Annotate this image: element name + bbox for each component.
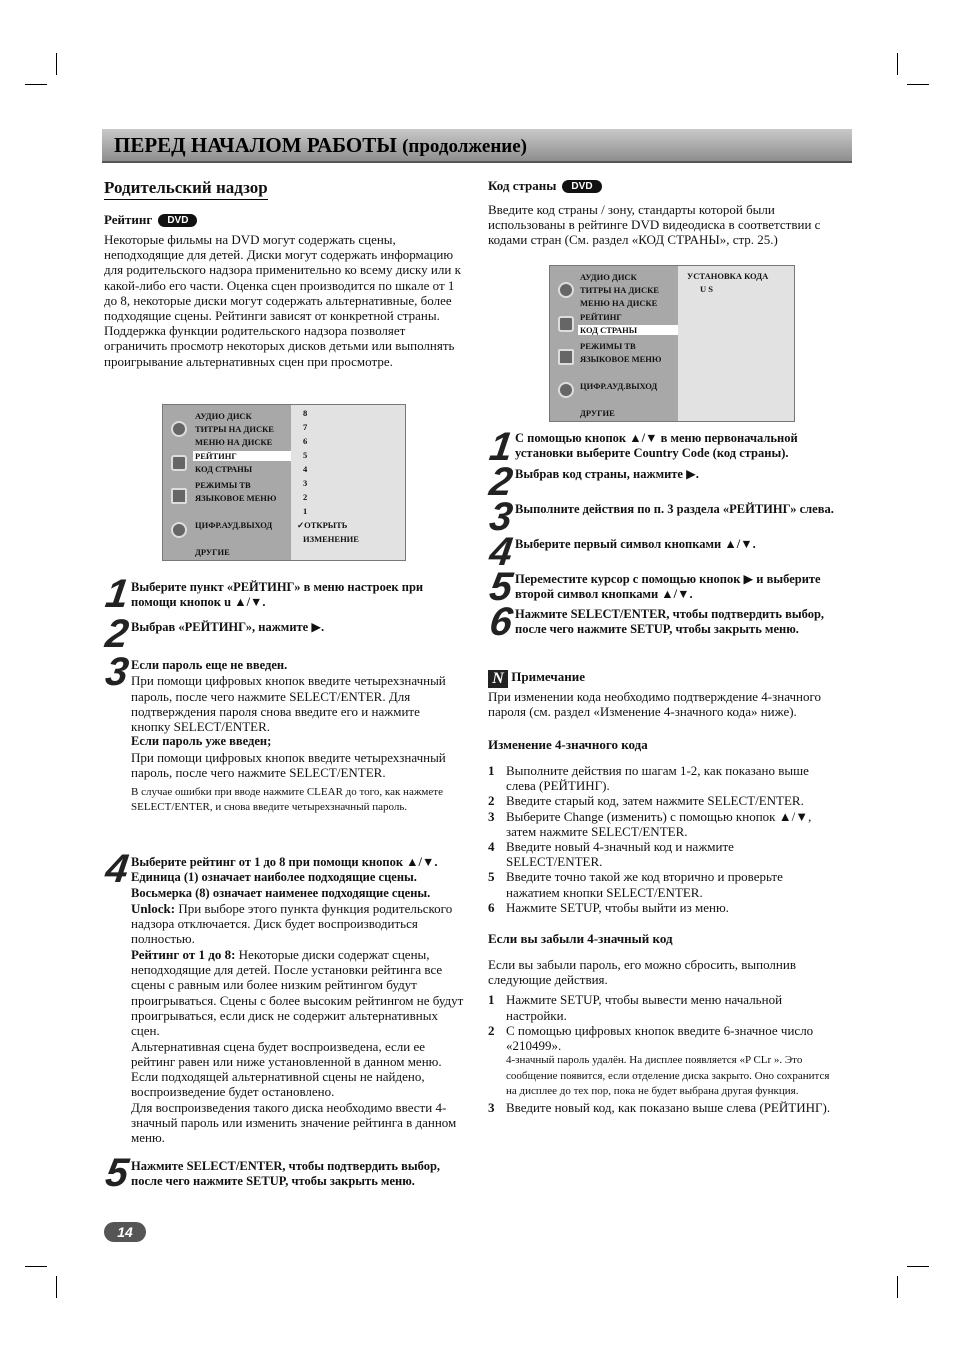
menu-item: ДРУГИЕ	[580, 408, 615, 418]
menu-item-selected: РЕЙТИНГ	[193, 451, 291, 461]
menu-item: РЕЖИМЫ ТВ	[580, 341, 636, 351]
lock-icon	[558, 316, 574, 332]
menu-item: ТИТРЫ НА ДИСКЕ	[580, 285, 659, 295]
step-text: При помощи цифровых кнопок введите четырехзначный пароль, после чего нажмите SELECT/ENTER. Для подтверждения пароля снова введите его и нажмите кнопку SELECT/ENTER.	[131, 673, 446, 735]
menu-item: ЯЗЫКОВОЕ МЕНЮ	[195, 493, 277, 503]
unlock-label: Unlock:	[131, 900, 176, 916]
step-text: Выполните действия по п. 3 раздела «РЕЙТИНГ» слева.	[515, 502, 834, 516]
country-code-value: U S	[700, 284, 713, 294]
menu-item-selected: КОД СТРАНЫ	[578, 325, 678, 335]
country-code-intro: Введите код страны / зону, стандарты которой были использованы в рейтинге DVD видеодиска в соответствии с кодами стран (См. раздел «КОД СТРАНЫ», стр. 25.)	[488, 202, 821, 248]
rating-intro: Некоторые фильмы на DVD могут содержать сцены, неподходящие для детей. Диски могут содержать информацию для родительского надзора применительно ко всему диску или к какой-либо его части. Оценка сцен производится по шкале от 1 до 8, некоторые диски могут содержать альтернативные, более подходящие сцены. Рейтинги зависят от конкретной страны. Поддержка функции родительского надзора позволяет ограничить просмотр некоторых дисков детьми или выполнять проигрывание альтернативных сцен при просмотре.	[104, 232, 461, 369]
rating-value: 2	[303, 492, 308, 502]
step-text: Для воспроизведения такого диска необходимо ввести 4-значный пароль или изменить значение рейтинга в данном меню.	[131, 1099, 457, 1146]
menu-item: ЯЗЫКОВОЕ МЕНЮ	[580, 354, 662, 364]
step-subtitle: Восьмерка (8) означает наименее подходящие сцены.	[131, 885, 431, 900]
crop-mark	[56, 53, 57, 75]
list-item: 1 Нажмите SETUP, чтобы вывести меню начальной настройки.	[488, 992, 783, 1023]
menu-item: МЕНЮ НА ДИСКЕ	[195, 437, 273, 447]
crop-mark	[907, 84, 929, 85]
crop-mark	[56, 1276, 57, 1298]
step-number: 5	[102, 1151, 132, 1195]
page-number: 14	[104, 1222, 146, 1242]
step-text: С помощью кнопок ▲/▼ в меню первоначальной установки выберите Country Code (код страны).	[515, 431, 798, 461]
forgot-code-list	[488, 992, 838, 1115]
step-subtitle: Выберите рейтинг от 1 до 8 при помощи кнопок ▲/▼.	[131, 855, 438, 869]
note-block	[488, 669, 852, 719]
forgot-code-section	[488, 931, 852, 1115]
menu-item: ТИТРЫ НА ДИСКЕ	[195, 424, 274, 434]
rating-title: Рейтинг DVD	[104, 212, 466, 228]
country-code-menu-screenshot	[549, 265, 795, 422]
section-title: Родительский надзор	[104, 178, 268, 200]
disc-icon	[558, 282, 574, 298]
step-text: Некоторые диски содержат сцены, неподходящие для детей. После установки рейтинга все сцены с равным или более низким рейтингом будут проигрываться. Сцены с более высоким рейтингом не будут проигрываться, если диск не содержит альтернативных сцен.	[131, 946, 464, 1039]
step-number: 5	[486, 565, 516, 609]
menu-item: ЦИФР.АУД.ВЫХОД	[580, 381, 658, 391]
list-item-note: 4-значный пароль удалён. На дисплее появляется «P CLr ». Это сообщение появится, если отделение диска закрыто. Оно сохранится на дисплее до тех пор, пока не будет выбрана другая функция.	[506, 1054, 830, 1098]
step-text: Нажмите SELECT/ENTER, чтобы подтвердить выбор, после чего нажмите SETUP, чтобы закрыть меню.	[515, 607, 825, 637]
speaker-icon	[558, 382, 574, 398]
country-code-title: Код страны DVD	[488, 178, 852, 194]
tv-icon	[558, 349, 574, 365]
lock-icon	[171, 455, 187, 471]
step-number: 6	[486, 600, 516, 644]
right-column	[488, 178, 852, 248]
step-3-block	[131, 658, 446, 815]
list-item: 6 Нажмите SETUP, чтобы выйти из меню.	[488, 899, 729, 915]
step-text: Переместите курсор с помощью кнопок ▶ и выберите второй символ кнопками ▲/▼.	[515, 572, 821, 602]
crop-mark	[907, 1266, 929, 1267]
change-code-section	[488, 737, 852, 915]
crop-mark	[897, 53, 898, 75]
step-4-block	[131, 855, 468, 1146]
menu-item: МЕНЮ НА ДИСКЕ	[580, 298, 658, 308]
list-item: 1 Выполните действия по шагам 1-2, как показано выше слева (РЕЙТИНГ).	[488, 763, 809, 794]
list-item: 2 Введите старый код, затем нажмите SELECT/ENTER.	[488, 793, 804, 809]
step-text: Выберите пункт «РЕЙТИНГ» в меню настроек при помощи кнопок u ▲/▼.	[131, 580, 424, 610]
dvd-badge: DVD	[562, 180, 601, 193]
rating-value: 3	[303, 478, 308, 488]
rating-range-label: Рейтинг от 1 до 8:	[131, 946, 236, 962]
crop-mark	[25, 1266, 47, 1267]
change-code-list	[488, 763, 833, 915]
step-text: Выбрав «РЕЙТИНГ», нажмите ▶.	[131, 620, 325, 634]
rating-value: ✓ОТКРЫТЬ	[297, 520, 348, 530]
left-column	[104, 178, 466, 369]
menu-item: РЕЖИМЫ ТВ	[195, 480, 251, 490]
rating-value: 4	[303, 464, 308, 474]
rating-value: 5	[303, 450, 308, 460]
disc-icon	[171, 421, 187, 437]
rating-value: 8	[303, 408, 308, 418]
page-title: ПЕРЕД НАЧАЛОМ РАБОТЫ (продолжение)	[114, 133, 528, 157]
crop-mark	[25, 84, 47, 85]
list-item: 5 Введите точно такой же код вторично и проверьте нажатием кнопки SELECT/ENTER.	[488, 869, 783, 900]
tv-icon	[171, 488, 187, 504]
rating-value: 7	[303, 422, 308, 432]
crop-mark	[897, 1276, 898, 1298]
dvd-badge: DVD	[158, 214, 197, 227]
menu-item: ДРУГИЕ	[195, 547, 230, 557]
menu-item: ЦИФР.АУД.ВЫХОД	[195, 520, 273, 530]
step-number: 3	[486, 495, 516, 539]
list-item: 4 Введите новый 4-значный код и нажмите SELECT/ENTER.	[488, 839, 734, 870]
step-number: 2	[486, 460, 516, 504]
step-subtitle: Если пароль уже введен;	[131, 734, 272, 749]
menu-item: КОД СТРАНЫ	[195, 464, 253, 474]
speaker-icon	[171, 522, 187, 538]
forgot-code-intro: Если вы забыли пароль, его можно сбросить, выполнив следующие действия.	[488, 957, 796, 988]
step-number: 2	[102, 612, 132, 656]
step-subtitle: Если пароль еще не введен.	[131, 658, 288, 672]
step-subtitle: Единица (1) означает наиболее подходящие сцены.	[131, 870, 417, 885]
panel-title: УСТАНОВКА КОДА	[687, 271, 769, 281]
list-item: 2 С помощью цифровых кнопок введите 6-значное число «210499». 4-значный пароль удалён. На дисплее появляется «P CLr ». Это сообщение появится, если отделение диска закрыто. Оно сохранится на дисплее до тех пор, пока не будет выбрана другая функция.	[488, 1023, 838, 1100]
step-text: Выберите первый символ кнопками ▲/▼.	[515, 537, 756, 551]
rating-value: ИЗМЕНЕНИЕ	[303, 534, 359, 544]
page-header	[102, 129, 852, 163]
step-text: Нажмите SELECT/ENTER, чтобы подтвердить выбор, после чего нажмите SETUP, чтобы закрыть меню.	[131, 1159, 441, 1189]
step-text: Выбрав код страны, нажмите ▶.	[515, 467, 699, 481]
step-text: При помощи цифровых кнопок введите четырехзначный пароль, после чего нажмите SELECT/ENTER.	[131, 749, 446, 781]
step-number: 1	[486, 425, 516, 469]
step-number: 4	[486, 530, 516, 574]
rating-menu-screenshot	[162, 404, 406, 561]
change-code-title: Изменение 4-значного кода	[488, 737, 648, 752]
menu-item: АУДИО ДИСК	[195, 411, 252, 421]
forgot-code-title: Если вы забыли 4-значный код	[488, 931, 673, 946]
step-number: 1	[102, 572, 132, 616]
rating-value: 1	[303, 506, 308, 516]
step-note: В случае ошибки при вводе нажмите CLEAR до того, как нажмете SELECT/ENTER, и снова введите четырехзначный пароль.	[131, 786, 443, 814]
rating-value: 6	[303, 436, 308, 446]
menu-item: АУДИО ДИСК	[580, 272, 637, 282]
step-number: 3	[102, 650, 132, 694]
step-text: При выборе этого пункта функция родительского надзора отключается. Диск будет воспроизводиться полностью.	[131, 900, 453, 947]
note-text: При изменении кода необходимо подтверждение 4-значного пароля (см. раздел «Изменение 4-значного кода» ниже).	[488, 689, 821, 720]
note-title: Примечание	[511, 669, 585, 684]
list-item: 3 Введите новый код, как показано выше слева (РЕЙТИНГ).	[488, 1099, 831, 1115]
step-text: Альтернативная сцена будет воспроизведена, если ее рейтинг равен или ниже установленной в данном меню. Если подходящей альтернативной сцены не найдено, воспроизведение будет остановлено.	[131, 1038, 442, 1100]
list-item: 3 Выберите Change (изменить) с помощью кнопок ▲/▼, затем нажмите SELECT/ENTER.	[488, 808, 812, 839]
menu-item: РЕЙТИНГ	[580, 312, 622, 322]
note-icon: N	[488, 670, 508, 688]
step-number: 4	[102, 847, 132, 891]
